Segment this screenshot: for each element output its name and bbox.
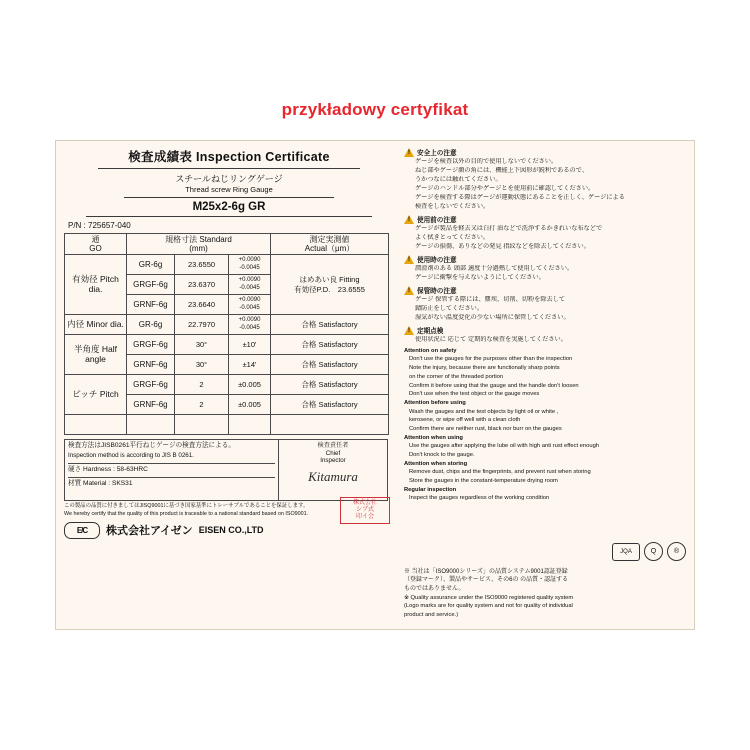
- part-number-label: P/N :: [68, 221, 86, 230]
- en-line: Use the gauges after applying the lube oil with high anti rust effect enough: [409, 443, 600, 450]
- en-line: Note the injury, because there are functionally sharp points: [409, 365, 560, 372]
- en-line: Remove dust, chips and the fingerprints, and prevent rust when storing: [409, 469, 591, 476]
- note-line: ゲージを検査以外の目的で使用しないでください。: [415, 158, 558, 165]
- warning-triangle-icon: [404, 255, 414, 264]
- note-line: 使用状況に 応じて 定期的な検査を実施してください。: [415, 335, 567, 343]
- part-number-value: 725657-040: [88, 221, 131, 230]
- title-divider: [98, 168, 360, 169]
- header-col1-en: GO: [89, 244, 102, 254]
- row-tolerance: [229, 275, 271, 295]
- row-actual: 合格 Satisfactory: [271, 315, 389, 335]
- table-row: [65, 335, 389, 355]
- warning-heading-storage: [404, 285, 688, 295]
- en-line: Inspect the gauges regardless of the working condition: [409, 495, 550, 502]
- en-line: Don't use the gauges for the purposes other than the inspection: [409, 356, 573, 363]
- table-header-row: [65, 234, 389, 255]
- row-tol-upper: +0.0090: [238, 297, 261, 304]
- disclaimer-block: [64, 500, 388, 521]
- row-label-jp: 半角度: [73, 344, 100, 355]
- cert-line: product and service.): [404, 611, 459, 618]
- row-actual: 合格 Satisfactory: [271, 395, 389, 415]
- row-label-en: Half angle: [85, 344, 117, 364]
- company-name-jp: 株式会社アイゼン: [106, 525, 193, 538]
- row-label-jp: ピッチ: [72, 388, 98, 399]
- certificate-title-en: Inspection Certificate: [196, 150, 330, 164]
- inspection-certificate: [55, 140, 695, 630]
- notes-during-use: [415, 265, 688, 283]
- row-actual-pd: 有効径P.D. 23.6555: [294, 284, 365, 294]
- note-line: 潤滑剤のある 頭部 適度十分過熱して使用してください。: [415, 264, 574, 272]
- en-heading: Attention before using: [404, 399, 466, 406]
- notes-periodic: [415, 336, 688, 345]
- en-line: kerosene, or wipe off well with a clean cloth: [409, 417, 521, 424]
- warning-triangle-icon: [404, 215, 414, 224]
- subtitle-en: Thread screw Ring Gauge: [185, 185, 273, 194]
- warning-heading-text: 安全上の注意: [417, 150, 457, 157]
- note-line: よく拭きとってください。: [415, 233, 490, 241]
- blank-cell-5: [271, 415, 389, 435]
- material-value: SKS31: [111, 479, 133, 487]
- note-line: ゲージに衝撃を与えないようにしてください。: [415, 273, 545, 281]
- footer-left: [65, 440, 279, 500]
- part-number: [68, 221, 394, 230]
- en-line: on the corner of the threaded portion: [409, 373, 504, 380]
- row-label-jp: 有効径: [72, 274, 98, 285]
- en-line: Confirm there are neither rust, black nor burr on the gauges: [409, 425, 562, 432]
- warning-heading-during-use: [404, 254, 688, 264]
- certificate-footer: [64, 439, 388, 501]
- row-gauge: GR-6g: [127, 255, 175, 275]
- cert-line: ※ 当社は「ISO9000シリーズ」の品質システム9001認証登録: [404, 568, 568, 575]
- warning-heading-safety: [404, 147, 688, 157]
- row-label-en: Pitch dia.: [88, 274, 119, 294]
- row-tolerance: ±10': [229, 335, 271, 355]
- note-line: 錆防止をしてください。: [415, 304, 484, 312]
- footer-right: [279, 440, 387, 500]
- en-line: Store the gauges in the constant-temperature drying room: [409, 478, 558, 485]
- warning-heading-text: 保管時の注意: [417, 287, 457, 295]
- row-standard: 23.6640: [175, 295, 229, 315]
- subtitle-jp: スチールねじリングゲージ: [175, 174, 283, 184]
- row-standard: 30°: [175, 355, 229, 375]
- row-tol-upper: +0.0090: [238, 257, 261, 264]
- certificate-title-jp: 検査成績表: [128, 150, 193, 164]
- row-label-pitch: [65, 375, 127, 415]
- note-line: ゲージ 保管する際には、塵埃、切削、切粉を除去して: [415, 295, 566, 303]
- cert-line: （登録マーク）、製品やサービス、その6の の品質・認証する: [404, 577, 569, 584]
- iso-certification-note: [404, 568, 688, 619]
- blank-cell-1: [65, 415, 127, 435]
- cert-line: ものではありません。: [404, 586, 465, 593]
- jqa-mark-icon: JQA: [612, 543, 640, 561]
- header-col1: [65, 234, 127, 255]
- note-line: ねじ部やゲージ顔の角には、機能上下図形が鋭利であるので、: [415, 166, 589, 174]
- row-actual-fitting: はめあい良 Fitting: [299, 275, 360, 285]
- row-label-minor-dia: [65, 315, 127, 335]
- row-tolerance: [229, 315, 271, 335]
- inspector-signature: Kitamura: [308, 468, 358, 484]
- disclaimer-jp: この製品の品質に付きましてはJISQ9001に基づき国家基準にトレーサブルであることを保証します。: [64, 503, 309, 510]
- row-gauge: GRGF-6g: [127, 335, 175, 355]
- banner-text: przykładowy certyfikat: [281, 100, 469, 119]
- model-number: M25x2-6g GR: [192, 201, 266, 213]
- warning-heading-periodic: [404, 325, 688, 335]
- row-tolerance: ±0.005: [229, 375, 271, 395]
- en-line: Don't use when the test object or the gauge moves: [409, 391, 540, 398]
- row-tol-lower: -0.0045: [239, 284, 260, 291]
- table-row: [65, 315, 389, 335]
- company-line: [64, 522, 388, 539]
- note-line: 検査をしないでください。: [415, 202, 490, 210]
- row-gauge: GR-6g: [127, 315, 175, 335]
- hardness-label: 硬さ Hardness :: [68, 465, 115, 473]
- header-col3: [271, 234, 389, 255]
- method-en: Inspection method is according to JIS B 0261.: [68, 452, 194, 460]
- row-actual: 合格 Satisfactory: [271, 355, 389, 375]
- blank-cell-2: [127, 415, 175, 435]
- chief-inspector-label-en: Chief Inspector: [320, 449, 346, 465]
- cert-line: (Logo marks are for quality system and not for quality of individual: [404, 603, 573, 610]
- row-gauge: GRNF-6g: [127, 395, 175, 415]
- hardness-value: 58-63HRC: [116, 465, 148, 473]
- chief-inspector-label-jp: 検査責任者: [317, 442, 349, 450]
- measurement-table: [64, 233, 389, 435]
- warning-heading-text: 定期点検: [417, 327, 444, 335]
- warning-heading-text: 使用時の注意: [417, 256, 457, 264]
- notes-before-use: [415, 225, 688, 252]
- row-tolerance: [229, 255, 271, 275]
- header-col1-jp: 通: [91, 235, 100, 244]
- row-gauge: GRNF-6g: [127, 295, 175, 315]
- certificate-right-column: [404, 147, 688, 623]
- row-standard: 23.6370: [175, 275, 229, 295]
- red-seal-stamp: 株式会社 シブ式 印イ会: [340, 497, 390, 524]
- en-heading: Attention when storing: [404, 460, 468, 467]
- row-standard: 23.6550: [175, 255, 229, 275]
- note-line: うかつなには触れてください。: [415, 175, 502, 183]
- note-line: ゲージが製品を軽去又は白打 油などで洗浄するかきれいな布などで: [415, 224, 603, 232]
- table-row: [65, 255, 389, 275]
- method-jp: 検査方法はJISB0261平行ねじゲージの検査方法による。: [68, 442, 235, 450]
- blank-cell-4: [229, 415, 271, 435]
- cert-line: ※ Quality assurance under the ISO9000 registered quality system: [404, 594, 574, 601]
- row-tol-upper: +0.0090: [238, 317, 261, 324]
- note-line: 湿気がない温度変化の少ない場所に保管してください。: [415, 313, 570, 321]
- subtitle-divider: [124, 197, 334, 198]
- registered-mark-icon: ®: [667, 542, 686, 561]
- row-tol-lower: -0.0045: [239, 264, 260, 271]
- row-tolerance: ±0.005: [229, 395, 271, 415]
- table-blank-area: [65, 415, 389, 435]
- row-standard: 30°: [175, 335, 229, 355]
- row-gauge: GRGF-6g: [127, 375, 175, 395]
- company-logo-icon: E/C: [64, 522, 100, 539]
- warning-triangle-icon: [404, 326, 414, 335]
- header-col2: [127, 234, 271, 255]
- warning-triangle-icon: [404, 148, 414, 157]
- row-gauge: GRNF-6g: [127, 355, 175, 375]
- row-label-en: Minor dia.: [86, 318, 124, 329]
- row-tol-lower: -0.0045: [239, 324, 260, 331]
- material-label: 材質 Material :: [68, 479, 111, 487]
- warning-heading-before-use: [404, 214, 688, 224]
- footer-divider-1: [68, 463, 275, 464]
- material-row: [68, 480, 275, 489]
- english-notes: [404, 347, 688, 503]
- quality-mark-icon: Q: [644, 542, 663, 561]
- table-row: [65, 375, 389, 395]
- warning-triangle-icon: [404, 286, 414, 295]
- en-line: Wash the gauges and the test objects by light oil or white ,: [409, 408, 559, 415]
- header-col3-jp: 測定実測値: [309, 235, 350, 244]
- footer-divider-2: [68, 477, 275, 478]
- certificate-title: [64, 147, 394, 165]
- certification-marks: [612, 542, 686, 561]
- disclaimer-en: We hereby certify that the quality of this product is traceable to a national standard based on ISO9001.: [64, 510, 309, 517]
- en-line: Confirm it before using that the gauge and the handle don't loosen: [409, 382, 579, 389]
- certificate-left-column: [64, 147, 394, 623]
- row-gauge: GRGF-6g: [127, 275, 175, 295]
- row-label-half-angle: [65, 335, 127, 375]
- row-actual: 合格 Satisfactory: [271, 335, 389, 355]
- row-tolerance: [229, 295, 271, 315]
- notes-safety: [415, 158, 688, 212]
- row-actual: [271, 255, 389, 315]
- row-standard: 22.7970: [175, 315, 229, 335]
- note-line: ゲージを検査する際はゲージが運動状態にあることを正しく、ゲージによる: [415, 193, 625, 201]
- row-actual: 合格 Satisfactory: [271, 375, 389, 395]
- row-label-jp: 内径: [67, 318, 85, 329]
- hardness-row: [68, 466, 275, 475]
- en-line: Don't knock to the gauge.: [409, 452, 475, 459]
- model-divider: [86, 216, 372, 217]
- note-line: ゲージの損傷、ありなどの発見 指紋などを除去してください。: [415, 242, 590, 250]
- note-line: ゲージのハンドル部分やゲージとを使用前に確認してください。: [415, 184, 595, 192]
- blank-cell-3: [175, 415, 229, 435]
- en-heading: Attention when using: [404, 434, 463, 441]
- row-tol-upper: +0.0090: [238, 277, 261, 284]
- row-tolerance: ±14': [229, 355, 271, 375]
- warning-heading-text: 使用前の注意: [417, 216, 457, 224]
- row-tol-lower: -0.0045: [239, 304, 260, 311]
- row-label-en: Pitch: [99, 388, 119, 399]
- row-standard: 2: [175, 375, 229, 395]
- header-col2-jp: 規格寸法 Standard: [165, 235, 232, 244]
- header-col2-unit: (mm): [189, 244, 208, 254]
- row-label-pitch-dia: [65, 255, 127, 315]
- en-heading: Attention on safety: [404, 347, 457, 354]
- header-col3-en: Actual（μm）: [304, 244, 355, 254]
- row-standard: 2: [175, 395, 229, 415]
- company-name-en: EISEN CO.,LTD: [198, 525, 264, 536]
- en-heading: Regular inspection: [404, 486, 457, 493]
- notes-storage: [415, 296, 688, 323]
